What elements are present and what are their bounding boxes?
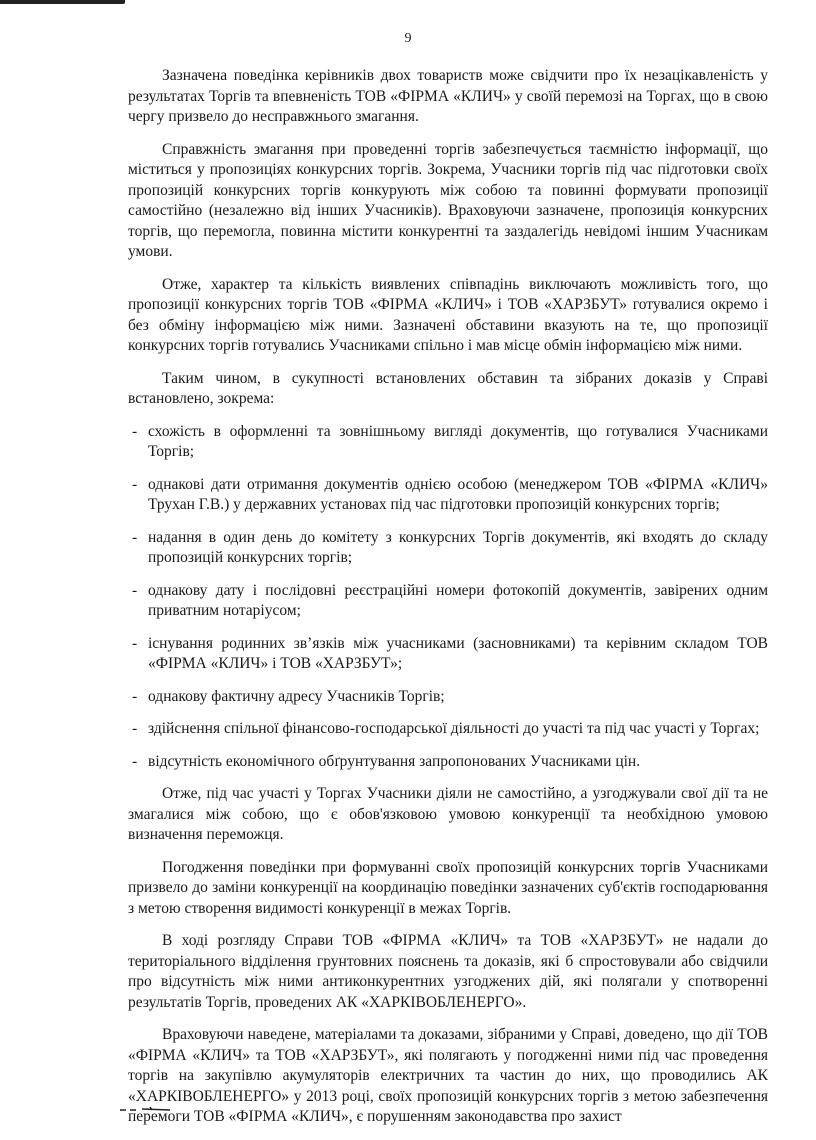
- paragraph: Отже, характер та кількість виявлених співпадінь виключають можливість того, що пропозиції конкурсних торгів ТОВ «ФІРМА «КЛИЧ» і ТОВ «ХАРЗБУТ» готувалися окремо і без обміну інформацією між ними. Зазначені обставини вказують на те, що пропозиції конкурсних торгів готувались Учасниками спільно і мав місце обмін інформацією між ними.: [128, 275, 768, 354]
- paragraph: Погодження поведінки при формуванні своїх пропозицій конкурсних торгів Учасниками призвело до заміни конкуренції на координацію поведінки зазначених суб'єктів господарювання з метою створення видимості конкуренції в межах Торгів.: [128, 858, 768, 917]
- list-dash: -: [132, 475, 138, 493]
- page-number: 9: [404, 31, 412, 46]
- list-item-text: однакові дати отримання документів однією особою (менеджером ТОВ «ФІРМА «КЛИЧ» Трухан Г.В.) у державних установах під час підготовки пропозицій конкурсних торгів;: [148, 475, 768, 513]
- list-item-text: існування родинних зв’язків між учасниками (засновниками) та керівним складом ТОВ «ФІРМА «КЛИЧ» і ТОВ «ХАРЗБУТ»;: [148, 634, 768, 672]
- document-body: [128, 66, 768, 1140]
- list-dash: -: [132, 687, 138, 705]
- list-item: [128, 719, 768, 740]
- list-item: [128, 422, 768, 463]
- paragraph: Отже, під час участі у Торгах Учасники діяли не самостійно, а узгоджували свої дії та не змагалися між собою, що є обов'язковою умовою конкуренції та необхідною умовою визначення переможця.: [128, 785, 768, 843]
- list-item-text: схожість в оформленні та зовнішньому вигляді документів, що готувалися Учасниками Торгів;: [148, 422, 768, 460]
- list-item: [128, 634, 768, 675]
- evidence-list: [128, 422, 768, 773]
- list-dash: -: [132, 422, 138, 440]
- paragraph: Зазначена поведінка керівників двох товариств може свідчити про їх незацікавленість у результатах Торгів та впевненість ТОВ «ФІРМА «КЛИЧ» у своїй перемозі на Торгах, що в свою чергу призвело до несправжнього змагання.: [128, 67, 768, 125]
- paragraph: Враховуючи наведене, матеріалами та доказами, зібраними у Справі, доведено, що дії ТОВ «ФІРМА «КЛИЧ» та ТОВ «ХАРЗБУТ», які полягають у погодженні ними під час проведення торгів на закупівлю акумуляторів електричних та частин до них, що проводились АК «ХАРКІВОБЛЕНЕРГО» у 2013 році, своїх пропозицій конкурсних торгів з метою забезпечення перемоги ТОВ «ФІРМА «КЛИЧ», є порушенням законодавства про захист: [128, 1026, 768, 1125]
- list-dash: -: [132, 720, 138, 737]
- scan-artifact-mark: [120, 1106, 172, 1112]
- list-item-text: відсутність економічного обґрунтування запропонованих Учасниками цін.: [148, 752, 641, 770]
- paragraph: Таким чином, в сукупності встановлених обставин та зібраних доказів у Справі встановлено, зокрема:: [128, 369, 768, 407]
- list-item: [128, 752, 768, 773]
- list-dash: -: [132, 752, 138, 770]
- list-item: [128, 475, 768, 516]
- list-item-text: однакову дату і послідовні реєстраційні номери фотокопій документів, завірених одним приватним нотаріусом;: [148, 581, 768, 619]
- list-dash: -: [132, 634, 138, 652]
- paragraph: Справжність змагання при проведенні торгів забезпечується таємністю інформації, що міститься у пропозиціях конкурсних торгів. Зокрема, Учасники торгів під час підготовки своїх пропозицій конкурсних торгів конкурують між собою та повинні формувати пропозиції самостійно (незалежно від інших Учасників). Враховуючи зазначене, пропозиція конкурсних торгів, що перемогла, повинна містити конкурентні та заздалегідь невідомі іншим Учасникам умови.: [128, 140, 768, 260]
- list-item: [128, 687, 768, 708]
- scan-edge-mark: [0, 0, 125, 4]
- list-item: [128, 581, 768, 622]
- paragraph: В ході розгляду Справи ТОВ «ФІРМА «КЛИЧ» та ТОВ «ХАРЗБУТ» не надали до територіального відділення грунтовних пояснень та доказів, які б спростовували або свідчили про відсутність між ними антиконкурентних узгоджених дій, які полягали у спотворенні результатів Торгів, проведених АК «ХАРКІВОБЛЕНЕРГО».: [128, 932, 768, 1011]
- list-item: [128, 528, 768, 569]
- list-item-text: надання в один день до комітету з конкурсних Торгів документів, які входять до складу пропозицій конкурсних торгів;: [148, 528, 768, 566]
- list-item-text: здійснення спільної фінансово-господарської діяльності до участі та під час участі у Торгах;: [148, 720, 760, 737]
- list-item-text: однакову фактичну адресу Учасників Торгів;: [148, 687, 445, 705]
- list-dash: -: [132, 581, 138, 599]
- list-dash: -: [132, 528, 138, 546]
